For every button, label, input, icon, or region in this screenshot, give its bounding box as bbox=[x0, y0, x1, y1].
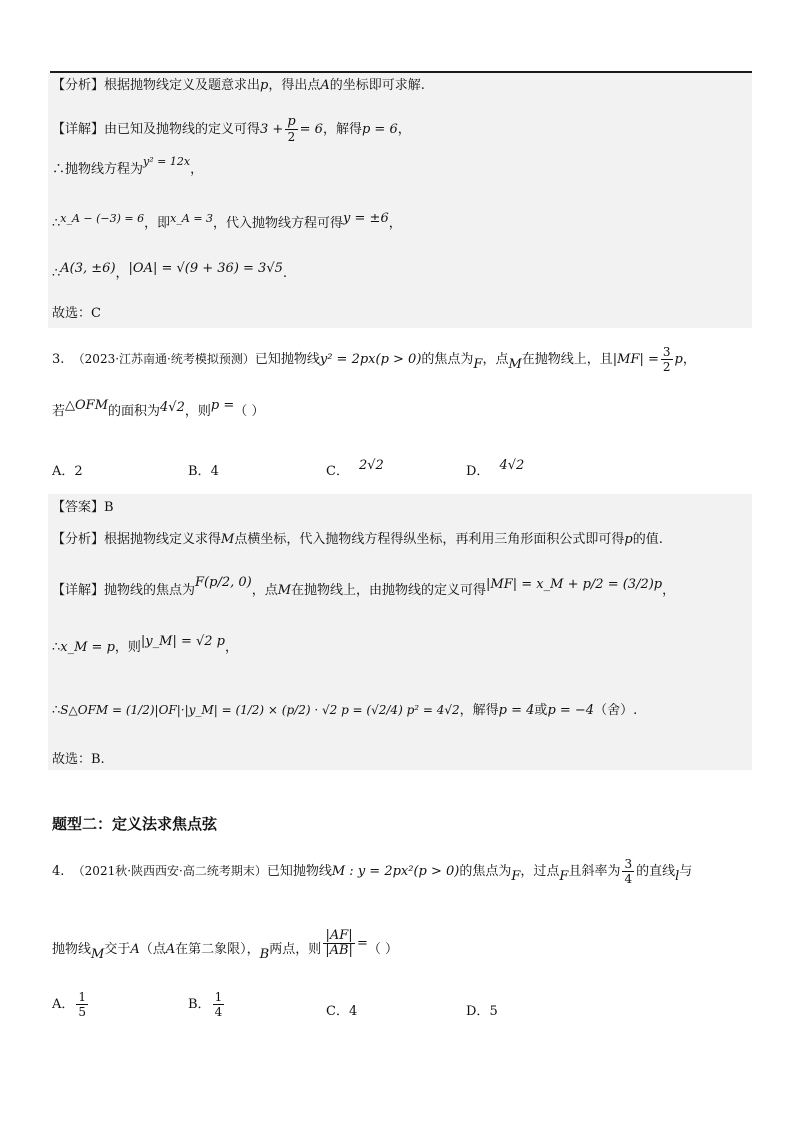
q4-option-a[interactable]: A． $\frac{1}{5}$ bbox=[52, 990, 87, 1019]
question-source: （2023·江苏南通·统考模拟预测） bbox=[72, 352, 255, 366]
analysis-label: 【分析】 bbox=[52, 532, 105, 547]
analysis-label: 【分析】 bbox=[52, 78, 105, 93]
q3-answer-line bbox=[52, 500, 114, 516]
q3-stem-line-1: 3. （2023·江苏南通·统考模拟预测）已知抛物线y² = 2px(p > 0)的焦点为F，点M在抛物线上，且|MF| = $\frac{3}{2}$ p， bbox=[52, 345, 696, 374]
prev-choose: 故选：C bbox=[52, 306, 101, 321]
q4-stem-line-2: 抛物线M交于A（点A在第二象限），B两点，则 $\frac{|AF|}{|AB|}$ =（ ） bbox=[52, 928, 398, 962]
q3-option-c[interactable]: C． 2√2 bbox=[326, 458, 384, 479]
q3-option-d[interactable]: D． 4√2 bbox=[466, 458, 525, 479]
q4-option-b[interactable]: B． $\frac{1}{4}$ bbox=[188, 990, 223, 1019]
fraction: $\frac{3}{2}$ bbox=[662, 345, 671, 374]
q3-stem-line-2: 若△OFM的面积为4√2，则p =（ ） bbox=[52, 398, 265, 419]
q3-choose: 故选：B. bbox=[52, 752, 105, 767]
q3-detail-line: 【详解】抛物线的焦点为F(p/2, 0)，点M在抛物线上，由抛物线的定义可得|MF| = x_M + p/2 = (3/2)p， bbox=[52, 575, 676, 598]
question-source: （2021秋·陕西西安·高二统考期末） bbox=[72, 864, 267, 878]
prev-line-3: ∴$^{x\_A - (-3) = 6}$，即$^{x\_A = 3}$，代入抛物线方程可得y = ±6， bbox=[52, 211, 402, 231]
q4-option-d[interactable]: D．5 bbox=[466, 1004, 498, 1019]
q3-option-b[interactable]: B．4 bbox=[188, 464, 219, 479]
answer-value: B bbox=[104, 500, 114, 515]
q3-analysis-line: 【分析】根据抛物线定义求得M点横坐标，代入抛物线方程得纵坐标，再利用三角形面积公式即可得p的值. bbox=[52, 532, 663, 547]
prev-solution-block bbox=[48, 73, 752, 328]
prev-detail-line: 【详解】由已知及抛物线的定义可得3 + $\frac{p}{2}$ = 6，解得p = 6， bbox=[52, 114, 411, 144]
question-number: 3. bbox=[52, 352, 65, 367]
fraction: $\frac{p}{2}$ bbox=[287, 114, 296, 144]
fraction: $\frac{3}{4}$ bbox=[624, 857, 633, 886]
prev-analysis-line: 【分析】根据抛物线定义及题意求出p，得出点A的坐标即可求解. bbox=[52, 78, 425, 93]
answer-label: 【答案】 bbox=[52, 500, 105, 515]
q3-detail-line-3: ∴S△OFM = (1/2)|OF|·|y_M| = (1/2) × (p/2) · √2 p = (√2/4) p² = 4√2，解得p = 4或p = −4（舍）. bbox=[52, 703, 638, 718]
q4-stem-line-1: 4. （2021秋·陕西西安·高二统考期末）已知抛物线M : y = 2px²(p > 0)的焦点为F，过点F且斜率为 $\frac{3}{4}$ 的直线l与 bbox=[52, 857, 693, 886]
fraction: $\frac{|AF|}{|AB|}$ bbox=[325, 928, 353, 958]
prev-line-2: ∴抛物线方程为$^{y^2 = 12x}$， bbox=[52, 155, 204, 177]
detail-label: 【详解】 bbox=[52, 583, 105, 598]
q3-detail-line-2: ∴x_M = p，则|y_M| = √2 p， bbox=[52, 634, 239, 655]
prev-line-4: ∴A(3, ±6)，|OA| = √(9 + 36) = 3√5. bbox=[52, 261, 288, 281]
q3-option-a[interactable]: A．2 bbox=[52, 464, 83, 479]
question-number: 4. bbox=[52, 864, 65, 879]
detail-label: 【详解】 bbox=[52, 122, 105, 137]
q4-option-c[interactable]: C．4 bbox=[326, 1004, 358, 1019]
section-heading: 题型二：定义法求焦点弦 bbox=[52, 815, 218, 833]
